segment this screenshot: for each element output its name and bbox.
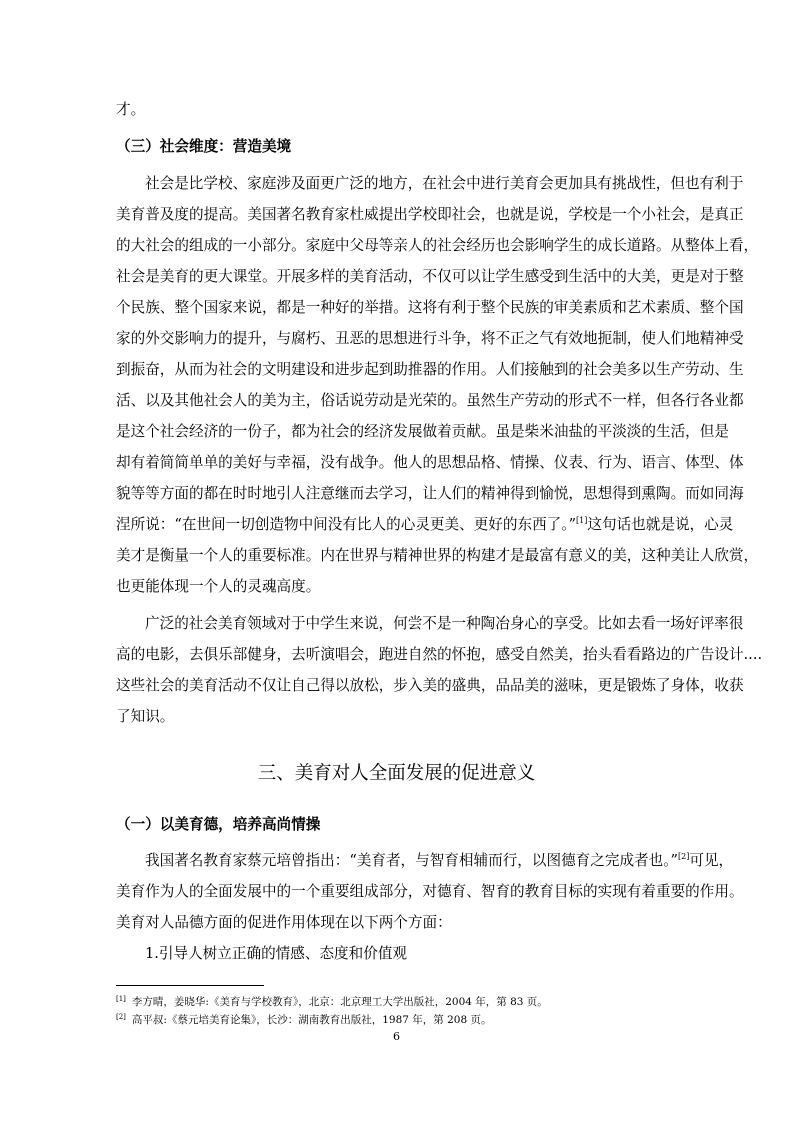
text-line: 家的外交影响力的提升，与腐朽、丑恶的思想进行斗争，将不正之气有效地扼制，使人们地精神受 [116, 330, 744, 347]
quote-text: 我国著名教育家蔡元培曾指出：“美育者，与智育相辅而行，以图德育之完成者也。” [145, 852, 678, 869]
text-line: 个民族、整个国家来说，都是一种好的举措。这将有利于整个民族的审美素质和艺术素质、整个国 [116, 299, 744, 316]
text-line: 美育作为人的全面发展中的一个重要组成部分，对德育、智育的教育目标的实现有着重要的作用。 [116, 883, 744, 900]
text-line-quote [145, 851, 734, 871]
footnote-text: 高平叔:《蔡元培美育论集》，长沙：湖南教育出版社，1987 年，第 208 页。 [131, 1014, 492, 1026]
text-line: 这些社会的美育活动不仅让自己得以放松，步入美的盛典，品品美的滋味，更是锻炼了身体，收获 [116, 677, 744, 694]
page-number: 6 [393, 1030, 400, 1043]
footnote-ref[interactable]: [2] [678, 852, 690, 862]
text-line: 的大社会的组成的一小部分。家庭中父母等亲人的社会经历也会影响学生的成长道路。从整体上看， [116, 237, 759, 254]
footnote-text: 李方晴，姜晓华:《美育与学校教育》，北京：北京理工大学出版社，2004 年，第 83 页。 [131, 996, 548, 1008]
text-line: 社会是比学校、家庭涉及面更广泛的地方，在社会中进行美育会更加具有挑战性，但也有利于 [145, 175, 744, 192]
text-line: 美才是衡量一个人的重要标准。内在世界与精神世界的构建才是最富有意义的美，这种美让人欣赏， [116, 547, 759, 564]
subsection-heading: （三）社会维度：营造美境 [116, 138, 292, 155]
footnote-divider [116, 985, 264, 986]
text-line: 了知识。 [116, 708, 175, 725]
text-line: 却有着简简单单的美好与幸福，没有战争。他人的思想品格、情操、仪表、行为、语言、体型、体 [116, 454, 744, 471]
text-line: 是这个社会经济的一份子，都为社会的经济发展做着贡献。虽是柴米油盐的平淡淡的生活，但是 [116, 423, 729, 440]
text-line: 到振奋，从而为社会的文明建设和进步起到助推器的作用。人们接触到的社会美多以生产劳动、生 [116, 361, 744, 378]
footnote [116, 995, 678, 1009]
text-line-quote [116, 515, 734, 535]
text-line: 貌等等方面的都在时时地引人注意继而去学习，让人们的精神得到愉悦，思想得到熏陶。而如同海 [116, 485, 744, 502]
text-line: 广泛的社会美育领域对于中学生来说，何尝不是一种陶冶身心的享受。比如去看一场好评率很 [145, 615, 744, 632]
text-line: 高的电影，去俱乐部健身，去听演唱会，跑进自然的怀抱，感受自然美，抬头看看路边的广告设计.... [116, 646, 763, 663]
section-heading: 三、美育对人全面发展的促进意义 [257, 763, 536, 784]
text-line: 才。 [116, 101, 146, 118]
list-item-heading: 1.引导人树立正确的情感、态度和价值观 [145, 945, 408, 962]
quote-after: 这句话也就是说，心灵 [587, 516, 734, 533]
footnote-ref[interactable]: [1] [576, 516, 588, 526]
footnote-mark: [1] [116, 994, 126, 1003]
text-line: 美育对人品德方面的促进作用体现在以下两个方面： [116, 914, 452, 931]
quote-after: 可见， [689, 852, 734, 869]
text-line: 也更能体现一个人的灵魂高度。 [116, 578, 321, 595]
text-line: 社会是美育的更大课堂。开展多样的美育活动，不仅可以让学生感受到生活中的大美，更是对于整 [116, 268, 744, 285]
footnote [116, 1013, 678, 1027]
text-line: 活、以及其他社会人的美为主，俗话说劳动是光荣的。虽然生产劳动的形式不一样，但各行各业都 [116, 392, 744, 409]
footnote-mark: [2] [116, 1012, 126, 1021]
subsection-heading: （一）以美育德，培养高尚情操 [116, 816, 321, 833]
text-line: 美育普及度的提高。美国著名教育家杜威提出学校即社会，也就是说，学校是一个小社会，是真正 [116, 206, 744, 223]
quote-text: 涅所说：“在世间一切创造物中间没有比人的心灵更美、更好的东西了。” [116, 516, 577, 533]
